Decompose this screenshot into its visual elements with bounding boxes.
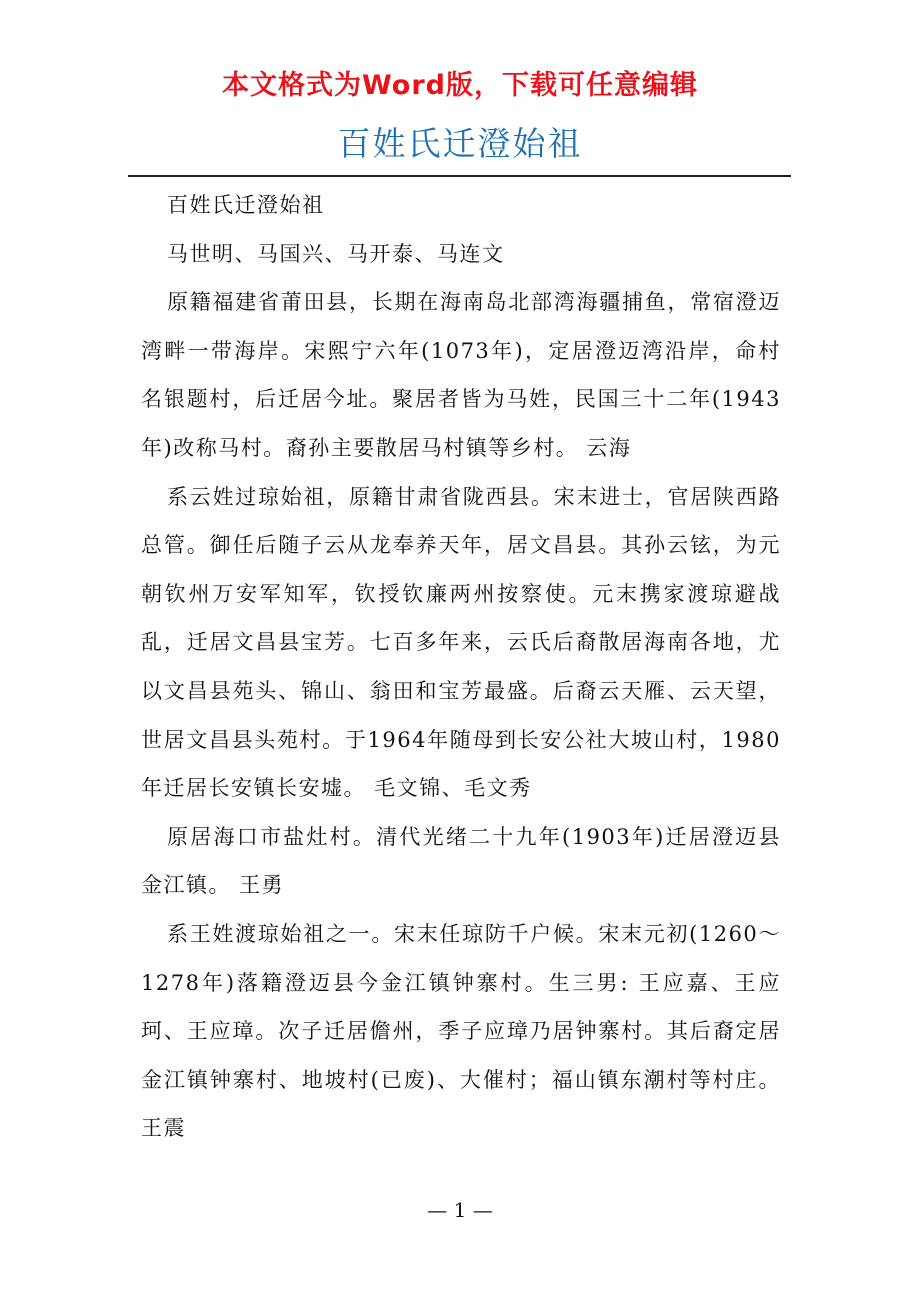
document-body <box>141 181 781 1153</box>
paragraph-heading: 百姓氏迁澄始祖 <box>167 193 325 217</box>
paragraph-ma-clan: 原籍福建省莆田县，长期在海南岛北部湾海疆捕鱼，常宿澄迈湾畔一带海岸。宋熙宁六年(1073年)，定居澄迈湾沿岸，命村名银题村，后迁居今址。聚居者皆为马姓，民国三十二年(1943年)改称马村。裔孙主要散居马村镇等乡村。 云海 <box>141 290 781 460</box>
paragraph-names: 马世明、马国兴、马开泰、马连文 <box>167 241 505 266</box>
document-title: 百姓氏迁澄始祖 <box>337 124 583 163</box>
paragraph-yun-clan: 系云姓过琼始祖，原籍甘肃省陇西县。宋末进士，官居陕西路总管。御任后随子云从龙奉养天年，居文昌县。其孙云铉，为元朝钦州万安军知军，钦授钦廉两州按察使。元末携家渡琼避战乱，迁居文昌县宝芳。七百多年来，云氏后裔散居海南各地，尤以文昌县苑头、锦山、翁田和宝芳最盛。后裔云天雁、云天望，世居文昌县头苑村。于1964年随母到长安公社大坡山村，1980年迁居长安镇长安墟。 毛文锦、毛文秀 <box>141 484 781 801</box>
paragraph-wang-clan: 系王姓渡琼始祖之一。宋末任琼防千户候。宋末元初(1260～1278年)落籍澄迈县今金江镇钟寨村。生三男: 王应嘉、王应珂、王应璋。次子迁居儋州，季子应璋乃居钟寨村。其后裔定居金江镇钟寨村、地坡村(已废)、大催村；福山镇东潮村等村庄。 王震 <box>141 921 781 1141</box>
paragraph-mao-clan: 原居海口市盐灶村。清代光绪二十九年(1903年)迁居澄迈县金江镇。 王勇 <box>141 824 781 898</box>
format-notice: 本文格式为Word版，下载可任意编辑 <box>221 70 698 101</box>
title-divider <box>128 175 791 177</box>
page-number: — 1 — <box>427 1198 493 1222</box>
